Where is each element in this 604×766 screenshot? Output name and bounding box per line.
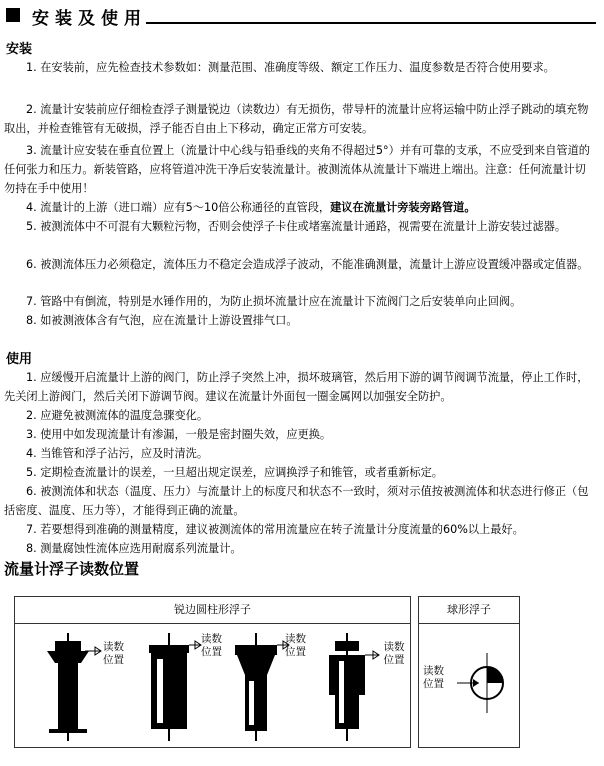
figure-title: 流量计浮子读数位置 (4, 560, 140, 578)
float-4-diagram (315, 633, 385, 743)
ball-float-panel (418, 596, 520, 748)
float-1-label-line1: 读数 (103, 641, 124, 653)
install-item-2-text: 2. 流量计安装前应仔细检查浮子测量锐边（读数边）有无损伤，带导杆的流量计应将运输中防止浮子跳动的填充物取出，并检查锥管有无破损，浮子能否自由上下移动，确定正常方可安装。 (4, 103, 589, 135)
sharp-edge-float-heading: 锐边圆柱形浮子 (15, 597, 410, 624)
ball-reading-label (423, 665, 444, 691)
float-2-diagram (135, 633, 205, 743)
float-1-reading-label (103, 641, 124, 667)
usage-item-5-text: 5. 定期检查流量计的误差，一旦超出规定误差，应调换浮子和锥管，或者重新标定。 (26, 466, 443, 479)
float-3-label-line1: 读数 (285, 633, 306, 645)
install-item-5-text: 5. 被测流体中不可混有大颗粒污物，否则会使浮子卡住或堵塞流量计通路，视需要在流量计上游安装过滤器。 (26, 220, 567, 233)
ball-float-diagram (455, 647, 515, 717)
float-3-label-line2: 位置 (285, 646, 306, 658)
usage-item-5 (4, 463, 596, 482)
float-4-reading-label (381, 641, 407, 667)
install-heading: 安装 (6, 42, 33, 57)
float-3-reading-label (285, 633, 306, 659)
usage-item-3 (4, 425, 596, 444)
usage-item-8 (4, 539, 596, 558)
install-item-1 (4, 58, 596, 77)
header-rule (146, 22, 596, 24)
install-item-6-text: 6. 被测流体压力必须稳定，流体压力不稳定会造成浮子波动，不能准确测量，流量计上游应设置缓冲器或定值器。 (26, 258, 589, 271)
install-item-7-text: 7. 管路中有倒流，特别是水锤作用的，为防止损坏流量计应在流量计下流阀门之后安装单向止回阀。 (26, 295, 522, 308)
install-item-4-emphasis: 建议在流量计旁装旁路管道。 (330, 201, 476, 214)
float-3-diagram (223, 633, 293, 743)
install-item-8-text: 8. 如被测液体含有气泡，应在流量计上游设置排气口。 (26, 314, 298, 327)
usage-item-4 (4, 444, 596, 463)
sharp-edge-float-panel (14, 596, 411, 748)
install-item-3-text: 3. 流量计应安装在垂直位置上（流量计中心线与铅垂线的夹角不得超过5°）并有可靠的支承，不应受到来自管道的任何张力和压力。新装管路，应将管道冲洗干净后安装流量计。被测流体从流量计下端进上端出。注意：任何流量计切勿持在手中使用！ (4, 144, 590, 195)
section-header (6, 4, 596, 29)
usage-item-6-text: 6. 被测流体和状态（温度、压力）与流量计上的标度尺和状态不一致时，须对示值按被测流体和状态进行修正（包括密度、温度、压力等），才能得到正确的流量。 (4, 485, 589, 517)
usage-item-6 (4, 482, 596, 520)
header-bar-icon (6, 8, 20, 22)
install-item-8 (4, 311, 596, 330)
float-1-diagram (37, 633, 107, 743)
page-title: 安装及使用 (32, 9, 147, 29)
float-reading-figure (14, 596, 594, 748)
install-item-4 (4, 198, 596, 217)
float-1-label-line2: 位置 (103, 654, 124, 666)
install-item-1-text: 1. 在安装前，应先检查技术参数如：测量范围、准确度等级、额定工作压力、温度参数是否符合使用要求。 (26, 61, 555, 74)
float-4-label-line2: 位置 (383, 654, 405, 666)
float-2-label-line2: 位置 (201, 646, 222, 658)
float-2-reading-label (201, 633, 222, 659)
usage-item-1 (4, 368, 596, 406)
install-item-6 (4, 255, 596, 274)
usage-item-8-text: 8. 测量腐蚀性流体应选用耐腐系列流量计。 (26, 542, 242, 555)
usage-heading: 使用 (6, 352, 33, 367)
install-item-3 (4, 141, 596, 198)
usage-item-4-text: 4. 当锥管和浮子沾污，应及时清洗。 (26, 447, 209, 460)
float-2-label-line1: 读数 (201, 633, 222, 645)
usage-item-7 (4, 520, 596, 539)
ball-label-line1: 读数 (423, 665, 444, 677)
ball-float-heading: 球形浮子 (419, 597, 519, 624)
usage-item-2 (4, 406, 596, 425)
install-item-2 (4, 100, 596, 138)
usage-item-1-text: 1. 应缓慢开启流量计上游的阀门，防止浮子突然上冲，损坏玻璃管，然后用下游的调节阀调节流量，停止工作时，先关闭上游阀门，然后关闭下游调节阀。建议在流量计外面包一圈金属网以加强安全防护。 (4, 371, 589, 403)
float-4-label-line1: 读数 (383, 641, 405, 653)
install-item-5 (4, 217, 596, 236)
install-item-4-text: 4. 流量计的上游（进口端）应有5～10倍公称通径的直管段， (26, 201, 331, 214)
install-item-7 (4, 292, 596, 311)
usage-item-3-text: 3. 使用中如发现流量计有渗漏，一般是密封圈失效，应更换。 (26, 428, 332, 441)
ball-label-line2: 位置 (423, 678, 444, 690)
usage-item-2-text: 2. 应避免被测流体的温度急骤变化。 (26, 409, 209, 422)
usage-item-7-text: 7. 若要想得到准确的测量精度，建议被测流体的常用流量应在转子流量计分度流量的60%以上最好。 (26, 523, 524, 536)
